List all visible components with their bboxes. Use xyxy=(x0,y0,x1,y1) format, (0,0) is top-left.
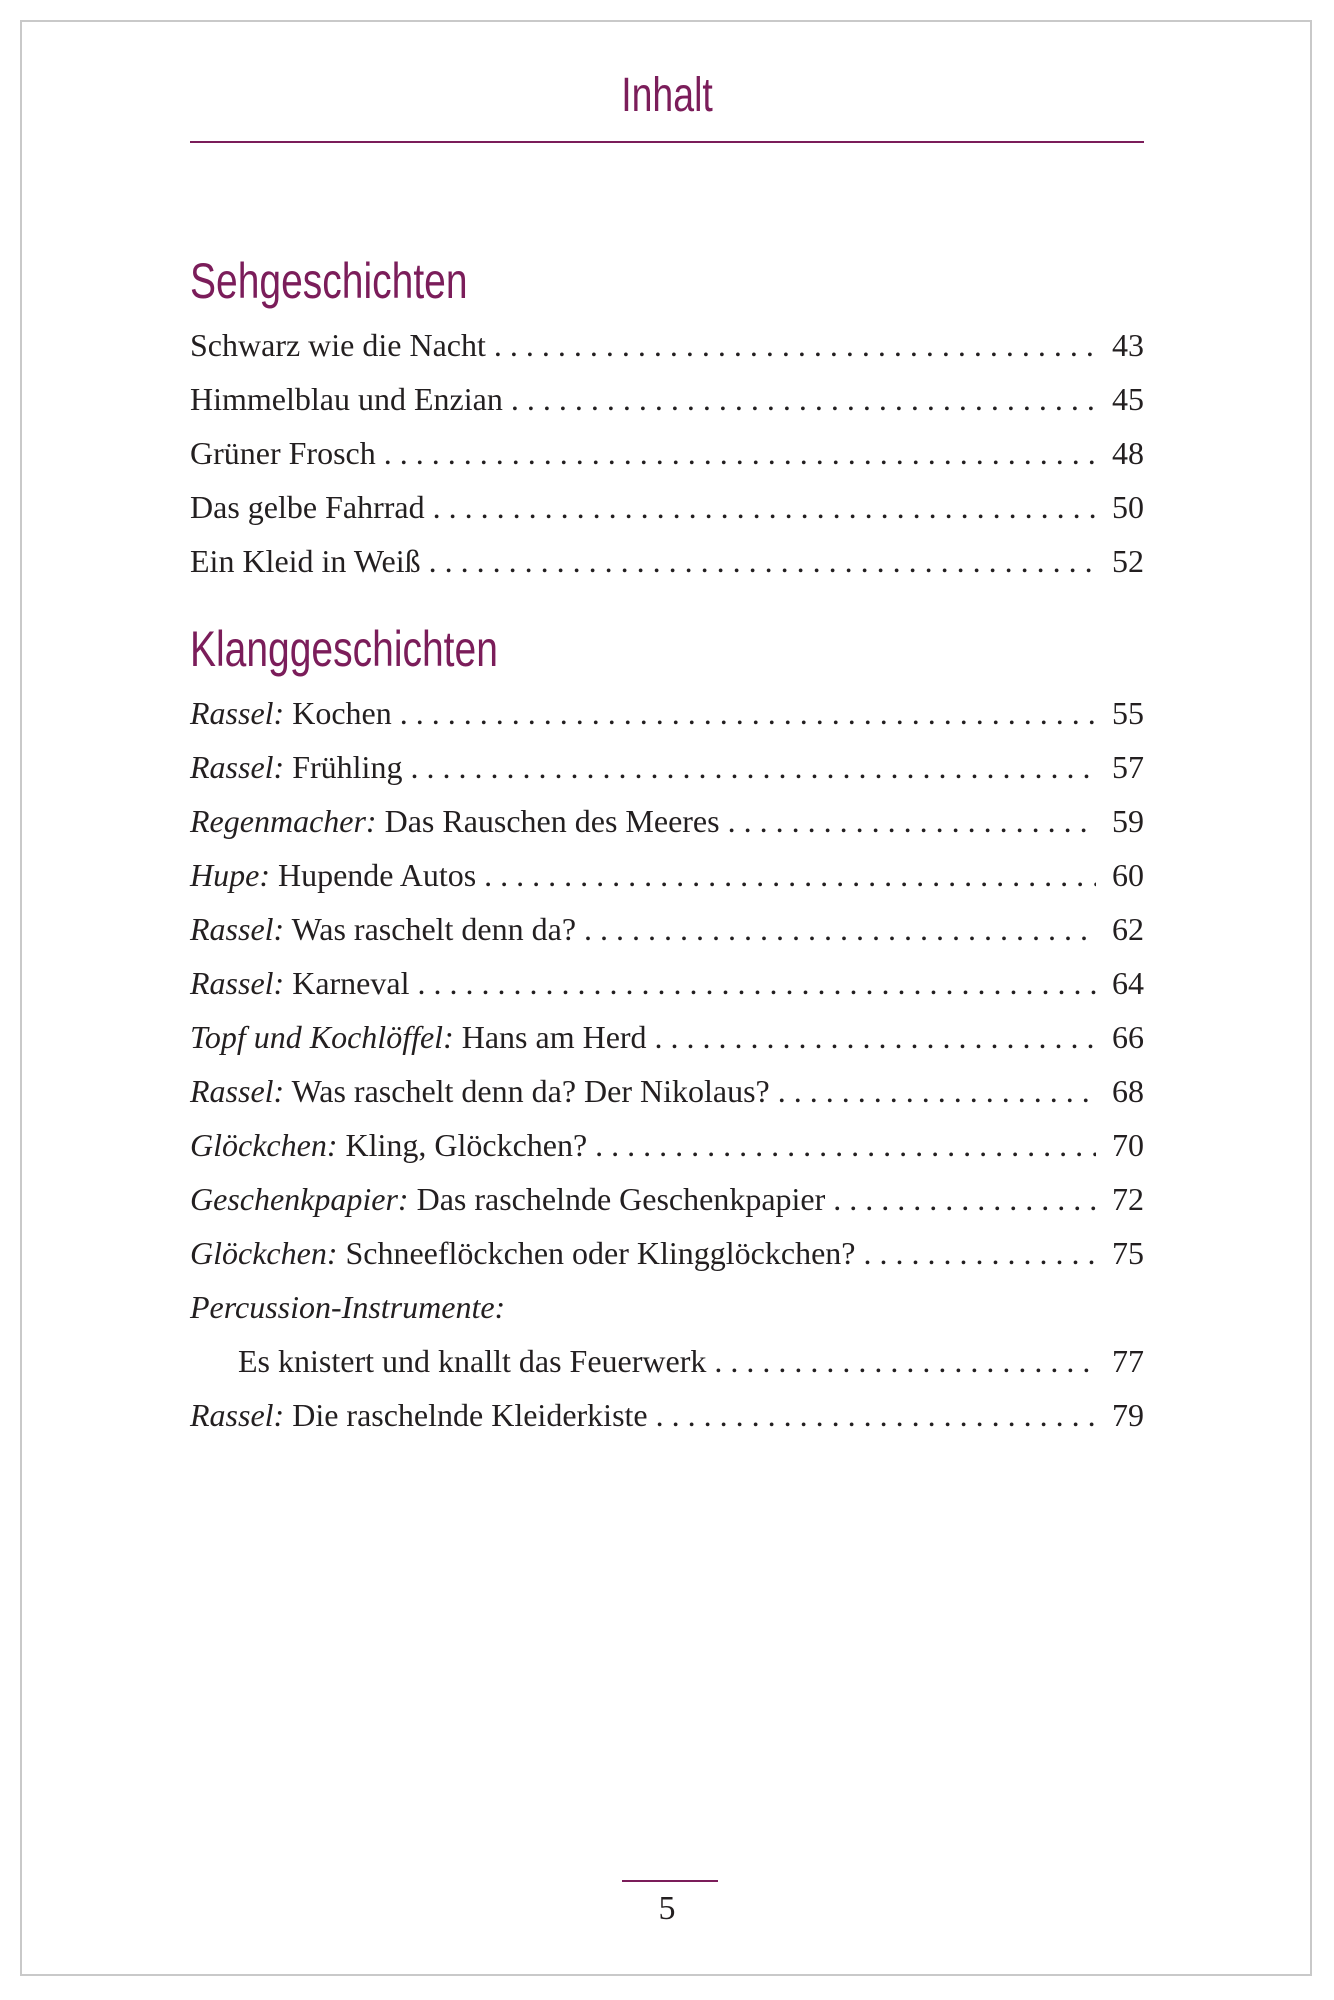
toc-entry xyxy=(190,1064,1144,1118)
toc-entry-label: Schneeflöckchen oder Klingglöckchen? xyxy=(345,1235,856,1271)
toc-entry-instrument: Glöckchen: xyxy=(190,1235,338,1271)
toc-entry-label: Frühling xyxy=(292,749,403,785)
toc-entry-instrument: Rassel: xyxy=(190,1397,285,1433)
dot-leader xyxy=(728,794,1096,848)
toc-entry-instrument: Percussion-Instrumente: xyxy=(190,1289,506,1325)
toc-entry-title xyxy=(190,686,392,740)
section-heading-klanggeschichten: Klanggeschichten xyxy=(190,621,498,677)
toc-entry-title xyxy=(190,848,476,902)
dot-leader xyxy=(384,426,1096,480)
toc-entry-instrument: Topf und Kochlöffel: xyxy=(190,1019,454,1055)
toc-entry-instrument: Rassel: xyxy=(190,965,285,1001)
toc-entry-instrument: Glöckchen: xyxy=(190,1127,338,1163)
toc-entry-instrument: Rassel: xyxy=(190,695,285,731)
toc-entry xyxy=(190,426,1144,480)
toc-entry-label: Die raschelnde Kleiderkiste xyxy=(292,1397,648,1433)
toc-entry-label: Das Rauschen des Meeres xyxy=(384,803,720,839)
dot-leader xyxy=(584,902,1096,956)
toc-entry-page: 45 xyxy=(1112,381,1144,417)
dot-leader xyxy=(484,848,1096,902)
toc-entry-page: 48 xyxy=(1112,435,1144,471)
toc-entry-instrument: Rassel: xyxy=(190,749,285,785)
toc-entry-label: Karneval xyxy=(292,965,410,1001)
dot-leader xyxy=(656,1388,1096,1442)
dot-leader xyxy=(400,686,1096,740)
toc-entry xyxy=(190,956,1144,1010)
toc-entry-page: 57 xyxy=(1112,749,1144,785)
dot-leader xyxy=(655,1010,1096,1064)
toc-entry-page: 77 xyxy=(1112,1343,1144,1379)
toc-entry xyxy=(190,686,1144,740)
dot-leader xyxy=(410,740,1096,794)
toc-entry-page: 68 xyxy=(1112,1073,1144,1109)
toc-entry-page: 79 xyxy=(1112,1397,1144,1433)
toc-entry-page: 70 xyxy=(1112,1127,1144,1163)
dot-leader xyxy=(778,1064,1096,1118)
toc-entry-title xyxy=(190,956,409,1010)
toc-entry-label: Was raschelt denn da? xyxy=(291,911,577,947)
section-heading-sehgeschichten: Sehgeschichten xyxy=(190,253,468,309)
toc-entry xyxy=(190,1226,1144,1280)
toc-entry-page: 43 xyxy=(1112,327,1144,363)
toc-entry-title xyxy=(190,1226,855,1280)
page-number: 5 xyxy=(658,1890,676,1927)
toc-entry-title xyxy=(190,1172,825,1226)
dot-leader xyxy=(429,534,1096,588)
toc-entry xyxy=(190,534,1144,588)
dot-leader xyxy=(833,1172,1096,1226)
toc-entry-label: Hans am Herd xyxy=(461,1019,647,1055)
toc-entry-label: Ein Kleid in Weiß xyxy=(190,543,421,579)
title-divider xyxy=(190,141,1144,143)
toc-entry-title xyxy=(190,794,720,848)
toc-entry-title xyxy=(190,1010,647,1064)
dot-leader xyxy=(417,956,1096,1010)
toc-entry-instrument: Hupe: xyxy=(190,857,270,893)
toc-entry-instrument: Regenmacher: xyxy=(190,803,377,839)
toc-entry-title xyxy=(190,426,376,480)
toc-entry-label: Hupende Autos xyxy=(277,857,477,893)
toc-entry xyxy=(190,740,1144,794)
toc-entry xyxy=(190,1280,1144,1334)
toc-entry-title xyxy=(190,740,402,794)
toc-entry-instrument: Rassel: xyxy=(190,911,285,947)
toc-entry-page: 66 xyxy=(1112,1019,1144,1055)
toc-entry-label: Es knistert und knallt das Feuerwerk xyxy=(238,1343,707,1379)
toc-entry-title xyxy=(190,1334,706,1388)
toc-entry xyxy=(190,1172,1144,1226)
toc-entry-page: 60 xyxy=(1112,857,1144,893)
toc-entry-title xyxy=(190,902,576,956)
toc-entry-page: 59 xyxy=(1112,803,1144,839)
toc-entry xyxy=(190,480,1144,534)
toc-entry-label: Himmelblau und Enzian xyxy=(190,381,503,417)
toc-entry xyxy=(190,1010,1144,1064)
toc-entry xyxy=(190,902,1144,956)
toc-entry-title xyxy=(190,480,425,534)
toc-entry-label: Schwarz wie die Nacht xyxy=(190,327,486,363)
toc-entry-title xyxy=(190,534,421,588)
toc-entry-page: 50 xyxy=(1112,489,1144,525)
toc-entry-label: Was raschelt denn da? Der Nikolaus? xyxy=(291,1073,770,1109)
toc-entry-title xyxy=(190,372,503,426)
dot-leader xyxy=(433,480,1096,534)
toc-entry-title xyxy=(190,1388,648,1442)
toc-entry-instrument: Rassel: xyxy=(190,1073,285,1109)
toc-entry-label: Das gelbe Fahrrad xyxy=(190,489,425,525)
dot-leader xyxy=(863,1226,1096,1280)
toc-entry xyxy=(190,848,1144,902)
toc-entry-instrument: Geschenkpapier: xyxy=(190,1181,409,1217)
toc-entry-label: Kochen xyxy=(292,695,392,731)
toc-entry xyxy=(190,1334,1144,1388)
toc-entry-title xyxy=(190,1064,770,1118)
toc-entry xyxy=(190,794,1144,848)
toc-list-sehgeschichten xyxy=(190,318,1144,588)
toc-list-klanggeschichten xyxy=(190,686,1144,1442)
toc-entry-title xyxy=(190,1280,505,1334)
toc-entry-label: Das raschelnde Geschenkpapier xyxy=(416,1181,826,1217)
toc-entry-label: Grüner Frosch xyxy=(190,435,376,471)
toc-entry-title xyxy=(190,1118,587,1172)
toc-entry xyxy=(190,1388,1144,1442)
toc-entry xyxy=(190,1118,1144,1172)
dot-leader xyxy=(511,372,1096,426)
toc-entry-page: 55 xyxy=(1112,695,1144,731)
toc-entry-page: 62 xyxy=(1112,911,1144,947)
toc-entry-page: 64 xyxy=(1112,965,1144,1001)
toc-entry xyxy=(190,318,1144,372)
toc-entry-page: 72 xyxy=(1112,1181,1144,1217)
dot-leader xyxy=(714,1334,1096,1388)
toc-entry xyxy=(190,372,1144,426)
dot-leader xyxy=(595,1118,1096,1172)
toc-entry-title xyxy=(190,318,486,372)
toc-entry-page: 75 xyxy=(1112,1235,1144,1271)
toc-entry-page: 52 xyxy=(1112,543,1144,579)
dot-leader xyxy=(494,318,1096,372)
page-title: Inhalt xyxy=(621,69,713,122)
footer-divider xyxy=(622,1880,718,1882)
toc-entry-label: Kling, Glöckchen? xyxy=(345,1127,588,1163)
